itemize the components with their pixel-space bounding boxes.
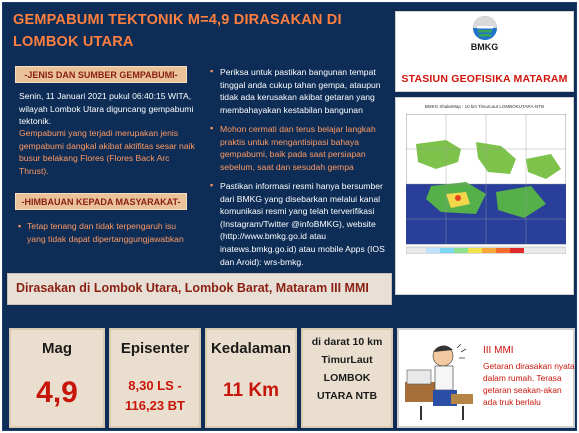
magnitude-value: 4,9: [36, 376, 78, 409]
epicenter-lon: 116,23 BT: [125, 398, 185, 413]
station-name: STASIUN GEOFISIKA MATARAM: [401, 73, 568, 85]
section-label-advice: -HIMBAUAN KEPADA MASYARAKAT-: [15, 193, 187, 210]
location-line-1: di darat 10 km: [311, 336, 383, 348]
infographic: [2, 2, 577, 431]
shakemap-panel: [395, 97, 574, 295]
page-title: GEMPABUMI TEKTONIK M=4,9 DIRASAKAN DI LOMBOK UTARA: [13, 12, 342, 50]
advice-item-3: Pastikan informasi resmi hanya bersumber dari BMKG yang disebarkan melalui kanal komunikasi resmi yang telah terverifikasi (Instagram/Twitter @infoBMKG), website (http://www.bmkg.go.id atau inatews.bmkg.go.id) atau mobile Apps (IOS dan Aroid): wrs-bmkg.: [220, 181, 385, 267]
depth-label: Kedalaman: [210, 340, 292, 357]
mmi-illustration-icon: [401, 334, 481, 424]
section-label-source: -JENIS DAN SUMBER GEMPABUMI-: [15, 66, 187, 83]
bmkg-text: BMKG: [470, 42, 499, 52]
magnitude-label: Mag: [42, 340, 72, 357]
map-title: BMKG ShakeMap : 10 km TimurLaut LOMBOKUTARA-NTB: [424, 104, 545, 109]
location-card: [301, 328, 393, 428]
location-line-2: TimurLaut: [321, 354, 373, 366]
mmi-title: III MMI: [483, 345, 514, 356]
mmi-description: Getaran dirasakan nyata dalam rumah. Terasa getaran seakan-akan ada truk berlalu: [483, 361, 575, 407]
felt-text: Dirasakan di Lombok Utara, Lombok Barat, Mataram III MMI: [16, 281, 369, 295]
bmkg-logo-icon: [465, 14, 505, 40]
tectonic-explanation: Gempabumi yang terjadi merupakan jenis gempabumi dangkal akibat aktifitas sesar naik busur belakang Flores (Flores Back Arc Thrust).: [19, 128, 195, 176]
epicenter-card: [109, 328, 201, 428]
mmi-card: [397, 328, 575, 428]
epicenter-label: Episenter: [120, 340, 190, 357]
bullet-icon: ▪: [210, 180, 214, 190]
magnitude-card: [9, 328, 105, 428]
shakemap-image: [406, 114, 566, 254]
bullet-icon: ▪: [210, 66, 214, 76]
advice-item-1: Periksa untuk pastikan bangunan tempat tinggal anda cukup tahan gempa, ataupun tidak ada kerusakan akibat getaran yang membahayakan kestabilan bangunan: [220, 67, 381, 115]
location-line-4: UTARA NTB: [316, 390, 378, 402]
epicenter-lat: 8,30 LS -: [128, 378, 182, 393]
location-line-3: LOMBOK: [323, 372, 371, 384]
depth-card: [205, 328, 297, 428]
event-description: Senin, 11 Januari 2021 pukul 06:40:15 WITA, wilayah Lombok Utara diguncang gempabumi tektonik.: [19, 91, 194, 127]
bullet-icon: ▪: [210, 123, 214, 133]
depth-value: 11 Km: [223, 380, 279, 401]
bullet-icon: ▪: [18, 221, 22, 231]
bmkg-logo-panel: [395, 11, 574, 92]
felt-banner: [7, 273, 392, 305]
advice-item-2: Mohon cermati dan terus belajar langkah praktis untuk mengantisipasi bahaya gempabumi, baik pada saat persiapan sebelum, saat dan sesudah gempa: [220, 124, 376, 172]
advice-text: Tetap tenang dan tidak terpengaruh isu yang tidak dapat dipertanggungjawabkan: [27, 221, 184, 244]
